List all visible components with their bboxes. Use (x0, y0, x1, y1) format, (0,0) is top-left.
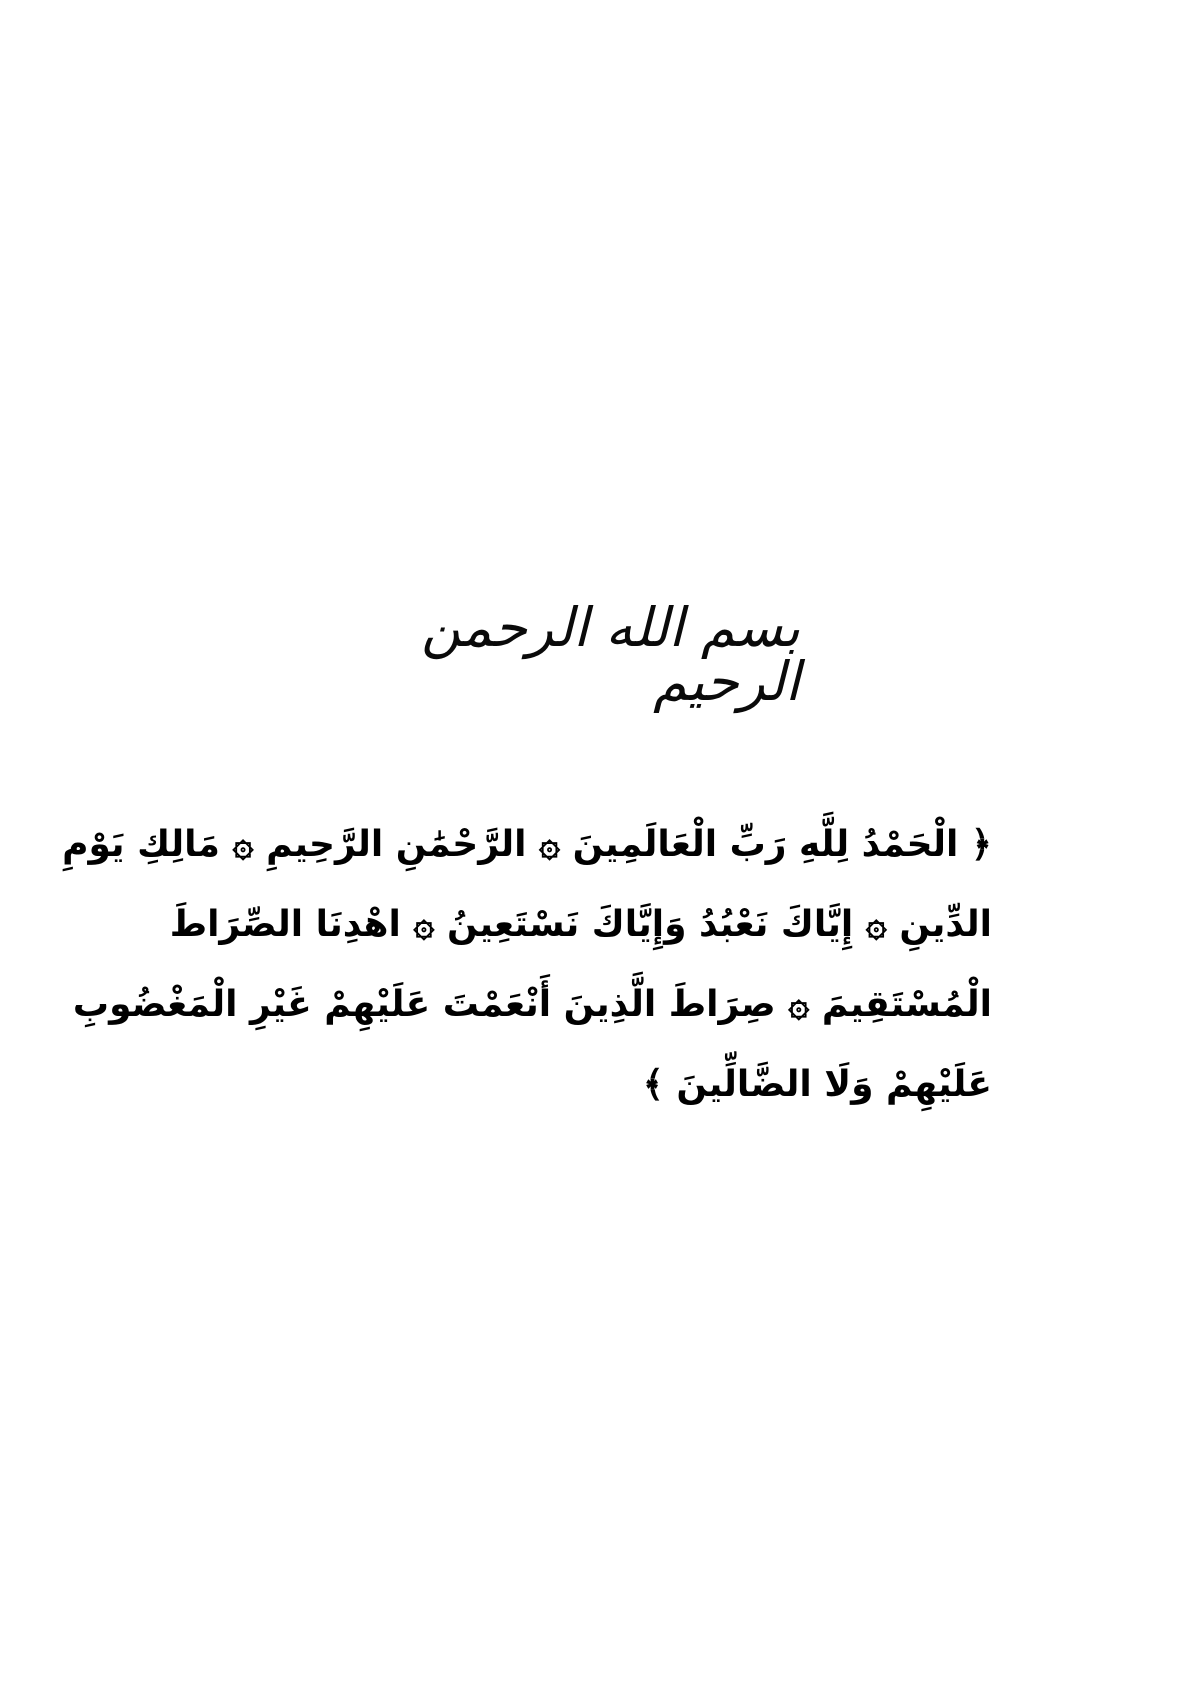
surah-text (62, 805, 992, 1125)
verse-line: الدِّينِ ۞ إِيَّاكَ نَعْبُدُ وَإِيَّاكَ نَسْتَعِينُ ۞ اهْدِنَا الصِّرَاطَ (169, 904, 992, 945)
basmala-calligraphy: بسم الله الرحمن الرحيم (421, 596, 800, 713)
verse-line: ﴿ الْحَمْدُ لِلَّهِ رَبِّ الْعَالَمِينَ ۞ الرَّحْمَٰنِ الرَّحِيمِ ۞ مَالِكِ يَوْمِ (62, 824, 992, 865)
verse-line: عَلَيْهِمْ وَلَا الضَّالِّينَ ﴾ (642, 1064, 992, 1105)
verse-line: الْمُسْتَقِيمَ ۞ صِرَاطَ الَّذِينَ أَنْعَمْتَ عَلَيْهِمْ غَيْرِ الْمَغْضُوبِ (72, 984, 992, 1025)
